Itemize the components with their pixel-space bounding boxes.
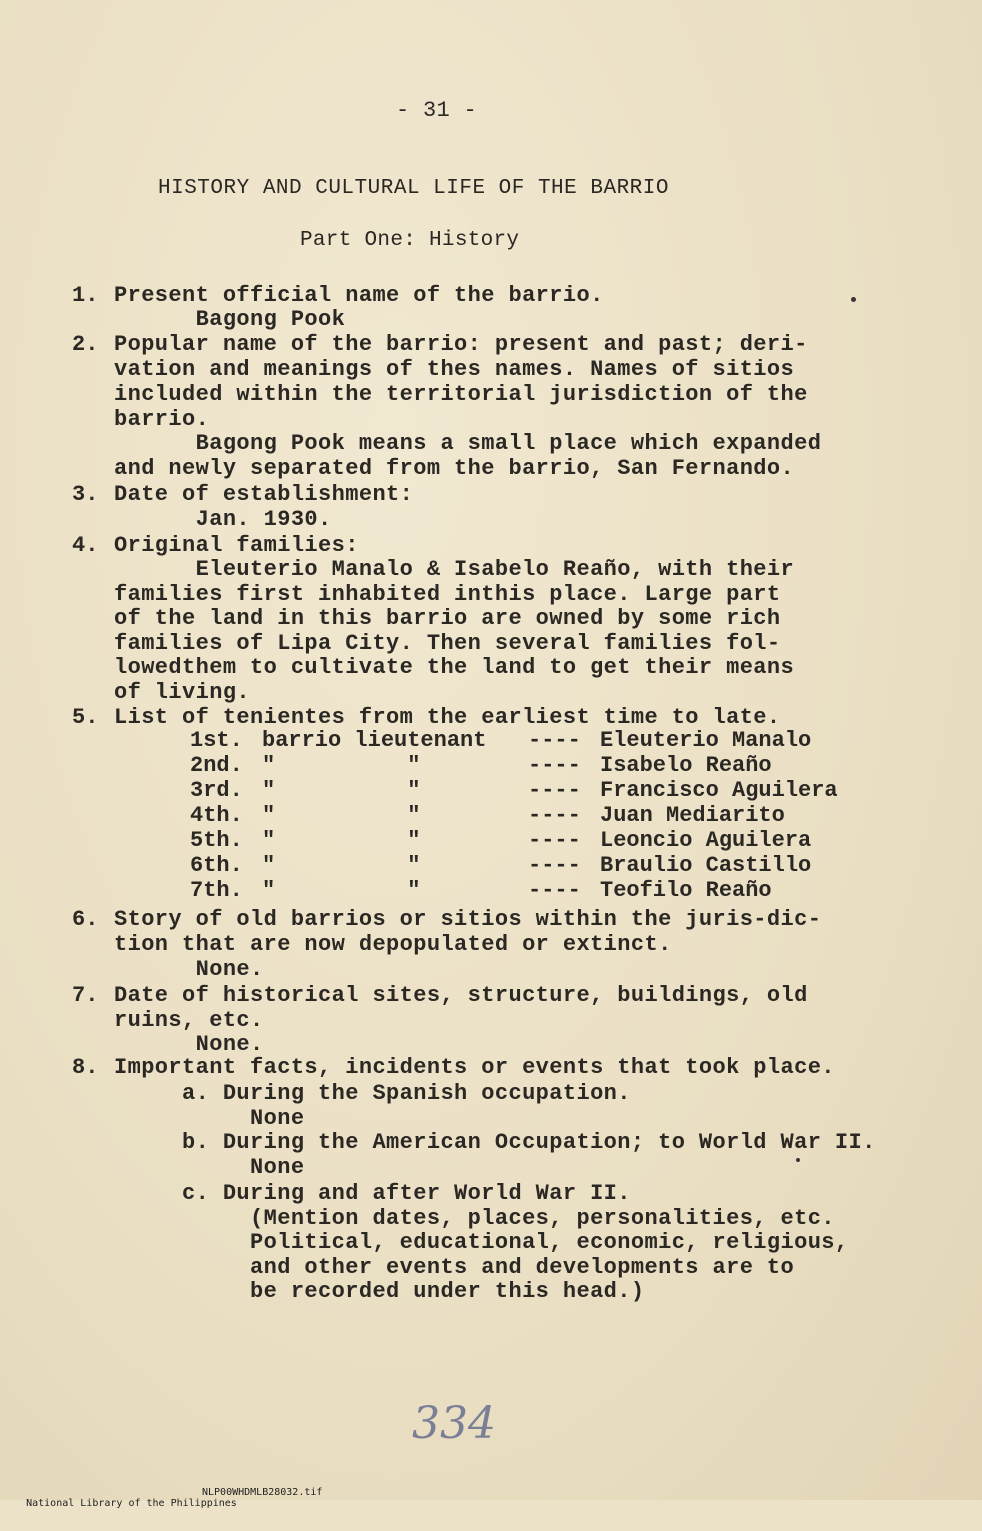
- item-line: Original families:: [114, 533, 359, 558]
- item-line: a. During the Spanish occupation.: [114, 1081, 631, 1106]
- tenant-dash: ----: [528, 853, 581, 878]
- item-line: barrio.: [114, 407, 210, 432]
- tenant-position: " ": [262, 878, 421, 903]
- item-line: Jan. 1930.: [114, 507, 332, 532]
- tenant-row: [190, 853, 812, 878]
- tenant-dash: ----: [528, 828, 581, 853]
- tenant-name: Isabelo Reaño: [600, 753, 772, 778]
- tenant-name: Eleuterio Manalo: [600, 728, 812, 753]
- tenant-name: Teofilo Reaño: [600, 878, 772, 903]
- tenant-dash: ----: [528, 803, 581, 828]
- item-line: None: [114, 1155, 305, 1180]
- tenant-ordinal: 2nd.: [190, 753, 243, 778]
- page-number: - 31 -: [396, 98, 478, 123]
- item-line: vation and meanings of thes names. Names of sitios: [114, 357, 795, 382]
- tenant-ordinal: 6th.: [190, 853, 243, 878]
- handwritten-page-number: 334: [412, 1398, 496, 1449]
- tenant-row: [190, 803, 785, 828]
- item-number: 7.: [72, 983, 99, 1008]
- page-subtitle: Part One: History: [300, 229, 520, 252]
- tenant-dash: ----: [528, 778, 581, 803]
- item-line: tion that are now depopulated or extinct.: [114, 932, 672, 957]
- item-line: Story of old barrios or sitios within the juris-dic-: [114, 907, 822, 932]
- item-number: 8.: [72, 1055, 99, 1080]
- item-line: c. During and after World War II.: [114, 1181, 631, 1206]
- footer-institution: National Library of the Philippines: [26, 1498, 237, 1509]
- tenant-name: Braulio Castillo: [600, 853, 812, 878]
- item-number: 4.: [72, 533, 99, 558]
- item-line: Bagong Pook means a small place which expanded: [114, 431, 822, 456]
- item-line: Date of historical sites, structure, buildings, old: [114, 983, 808, 1008]
- item-line: families of Lipa City. Then several families fol-: [114, 631, 781, 656]
- tenant-position: " ": [262, 853, 421, 878]
- tenant-ordinal: 1st.: [190, 728, 243, 753]
- tenant-name: Francisco Aguilera: [600, 778, 838, 803]
- footer-file-id: NLP00WHDMLB28032.tif: [202, 1487, 323, 1498]
- item-number: 2.: [72, 332, 99, 357]
- tenant-name: Leoncio Aguilera: [600, 828, 812, 853]
- item-line: of living.: [114, 680, 251, 705]
- item-number: 1.: [72, 283, 99, 308]
- tenant-ordinal: 4th.: [190, 803, 243, 828]
- page-title: HISTORY AND CULTURAL LIFE OF THE BARRIO: [158, 177, 669, 200]
- item-number: 6.: [72, 907, 99, 932]
- tenant-ordinal: 3rd.: [190, 778, 243, 803]
- item-line: lowedthem to cultivate the land to get their means: [114, 655, 795, 680]
- ink-speck: [796, 1158, 800, 1162]
- tenant-dash: ----: [528, 878, 581, 903]
- item-number: 3.: [72, 482, 99, 507]
- item-line: ruins, etc.: [114, 1008, 264, 1033]
- item-line: families first inhabited inthis place. Large part: [114, 582, 781, 607]
- item-line: and other events and developments are to: [114, 1255, 795, 1280]
- ink-speck: [851, 297, 856, 302]
- tenant-position: barrio lieutenant: [262, 728, 487, 753]
- item-line: of the land in this barrio are owned by some rich: [114, 606, 781, 631]
- item-line: Present official name of the barrio.: [114, 283, 604, 308]
- item-line: List of tenientes from the earliest time to late.: [114, 705, 781, 730]
- tenant-position: " ": [262, 753, 421, 778]
- tenant-row: [190, 778, 838, 803]
- item-line: be recorded under this head.): [114, 1279, 645, 1304]
- item-line: included within the territorial jurisdiction of the: [114, 382, 808, 407]
- item-line: Date of establishment:: [114, 482, 414, 507]
- item-line: None: [114, 1106, 305, 1131]
- item-line: b. During the American Occupation; to World War II.: [114, 1130, 876, 1155]
- item-line: Important facts, incidents or events that took place.: [114, 1055, 835, 1080]
- scan-footer: [2, 1487, 323, 1531]
- tenant-name: Juan Mediarito: [600, 803, 785, 828]
- tenant-row: [190, 878, 772, 903]
- tenant-position: " ": [262, 828, 421, 853]
- tenientes-list: [190, 728, 838, 903]
- tenant-dash: ----: [528, 753, 581, 778]
- item-line: None.: [114, 1032, 264, 1057]
- item-number: 5.: [72, 705, 99, 730]
- tenant-ordinal: 5th.: [190, 828, 243, 853]
- item-line: (Mention dates, places, personalities, etc.: [114, 1206, 835, 1231]
- item-line: Popular name of the barrio: present and past; deri-: [114, 332, 808, 357]
- item-line: and newly separated from the barrio, San Fernando.: [114, 456, 795, 481]
- item-line: Political, educational, economic, religious,: [114, 1230, 849, 1255]
- item-line: Eleuterio Manalo & Isabelo Reaño, with their: [114, 557, 795, 582]
- item-line: Bagong Pook: [114, 307, 346, 332]
- tenant-dash: ----: [528, 728, 581, 753]
- tenant-row: [190, 728, 812, 753]
- tenant-position: " ": [262, 778, 421, 803]
- tenant-ordinal: 7th.: [190, 878, 243, 903]
- tenant-position: " ": [262, 803, 421, 828]
- tenant-row: [190, 753, 772, 778]
- item-line: None.: [114, 957, 264, 982]
- tenant-row: [190, 828, 812, 853]
